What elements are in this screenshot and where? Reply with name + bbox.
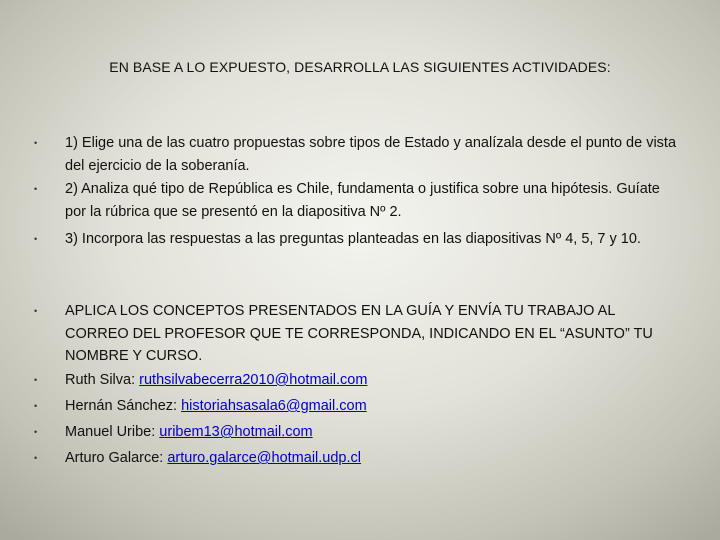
slide-title: EN BASE A LO EXPUESTO, DESARROLLA LAS SIGUIENTES ACTIVIDADES: (109, 59, 611, 75)
bullet-icon: • (34, 184, 38, 194)
contact-item (34, 395, 680, 418)
contact-name: Manuel Uribe: (65, 424, 160, 440)
activity-item (34, 132, 680, 177)
contact-name: Hernán Sánchez: (65, 398, 182, 414)
bullet-icon: • (34, 375, 38, 385)
instruction-text: APLICA LOS CONCEPTOS PRESENTADOS EN LA GUÍA Y ENVÍA TU TRABAJO AL CORREO DEL PROFESOR QUE TE CORRESPONDA, INDICANDO EN EL “ASUNTO” TU NOMBRE Y CURSO. (65, 303, 653, 364)
instruction-item (34, 300, 680, 368)
contact-email-link[interactable]: arturo.galarce@hotmail.udp.cl (167, 450, 361, 466)
activity-text: 3) Incorpora las respuestas a las preguntas planteadas en las diapositivas Nº 4, 5, 7 y 10. (65, 231, 641, 247)
bullet-icon: • (34, 453, 38, 463)
activity-text: 2) Analiza qué tipo de República es Chile, fundamenta o justifica sobre una hipótesis. Guíate por la rúbrica que se presentó en la diapositiva Nº 2. (65, 181, 660, 220)
contact-item (34, 421, 680, 444)
activity-item (34, 228, 680, 251)
bullet-icon: • (34, 306, 38, 316)
contact-item (34, 447, 680, 470)
bullet-icon: • (34, 138, 38, 148)
contact-item (34, 369, 680, 392)
contact-email-link[interactable]: uribem13@hotmail.com (159, 424, 313, 440)
activity-text: 1) Elige una de las cuatro propuestas sobre tipos de Estado y analízala desde el punto de vista del ejercicio de la soberanía. (65, 135, 677, 174)
contact-name: Ruth Silva: (65, 372, 140, 388)
contact-email-link[interactable]: ruthsilvabecerra2010@hotmail.com (139, 372, 368, 388)
bullet-icon: • (34, 401, 38, 411)
bullet-icon: • (34, 427, 38, 437)
bullet-icon: • (34, 234, 38, 244)
contact-name: Arturo Galarce: (65, 450, 168, 466)
activity-item (34, 178, 680, 223)
contact-email-link[interactable]: historiahsasala6@gmail.com (181, 398, 367, 414)
